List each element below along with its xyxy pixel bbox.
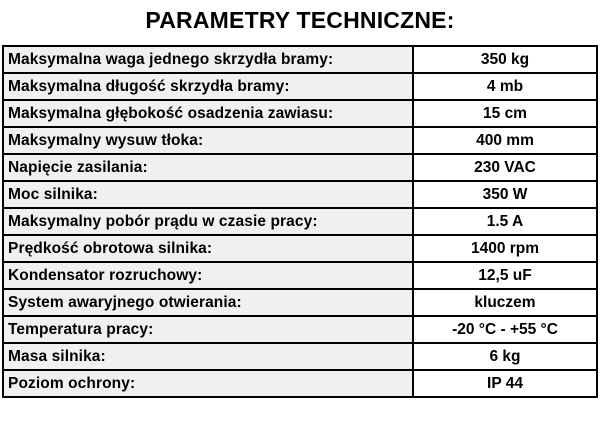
table-row xyxy=(3,73,597,100)
table-row xyxy=(3,181,597,208)
param-label: Kondensator rozruchowy: xyxy=(3,262,413,289)
table-row xyxy=(3,154,597,181)
table-row xyxy=(3,262,597,289)
table-row xyxy=(3,235,597,262)
param-value: 15 cm xyxy=(413,100,597,127)
param-label: Masa silnika: xyxy=(3,343,413,370)
table-row xyxy=(3,289,597,316)
param-value: 350 W xyxy=(413,181,597,208)
param-value: 1400 rpm xyxy=(413,235,597,262)
param-value: 350 kg xyxy=(413,46,597,73)
table-row xyxy=(3,370,597,397)
spec-table xyxy=(2,45,598,398)
param-label: Moc silnika: xyxy=(3,181,413,208)
param-label: System awaryjnego otwierania: xyxy=(3,289,413,316)
param-value: -20 °C - +55 °C xyxy=(413,316,597,343)
table-row xyxy=(3,127,597,154)
param-label: Poziom ochrony: xyxy=(3,370,413,397)
param-label: Maksymalna długość skrzydła bramy: xyxy=(3,73,413,100)
param-label: Napięcie zasilania: xyxy=(3,154,413,181)
param-value: 12,5 uF xyxy=(413,262,597,289)
param-label: Maksymalny pobór prądu w czasie pracy: xyxy=(3,208,413,235)
param-label: Maksymalny wysuw tłoka: xyxy=(3,127,413,154)
param-label: Maksymalna głębokość osadzenia zawiasu: xyxy=(3,100,413,127)
param-label: Maksymalna waga jednego skrzydła bramy: xyxy=(3,46,413,73)
param-value: 6 kg xyxy=(413,343,597,370)
page-title: PARAMETRY TECHNICZNE: xyxy=(145,7,455,33)
param-value: 4 mb xyxy=(413,73,597,100)
param-value: 1.5 A xyxy=(413,208,597,235)
param-label: Prędkość obrotowa silnika: xyxy=(3,235,413,262)
param-label: Temperatura pracy: xyxy=(3,316,413,343)
table-row xyxy=(3,46,597,73)
param-value: kluczem xyxy=(413,289,597,316)
table-row xyxy=(3,316,597,343)
table-row xyxy=(3,343,597,370)
param-value: 400 mm xyxy=(413,127,597,154)
param-value: IP 44 xyxy=(413,370,597,397)
table-row xyxy=(3,100,597,127)
param-value: 230 VAC xyxy=(413,154,597,181)
table-row xyxy=(3,208,597,235)
